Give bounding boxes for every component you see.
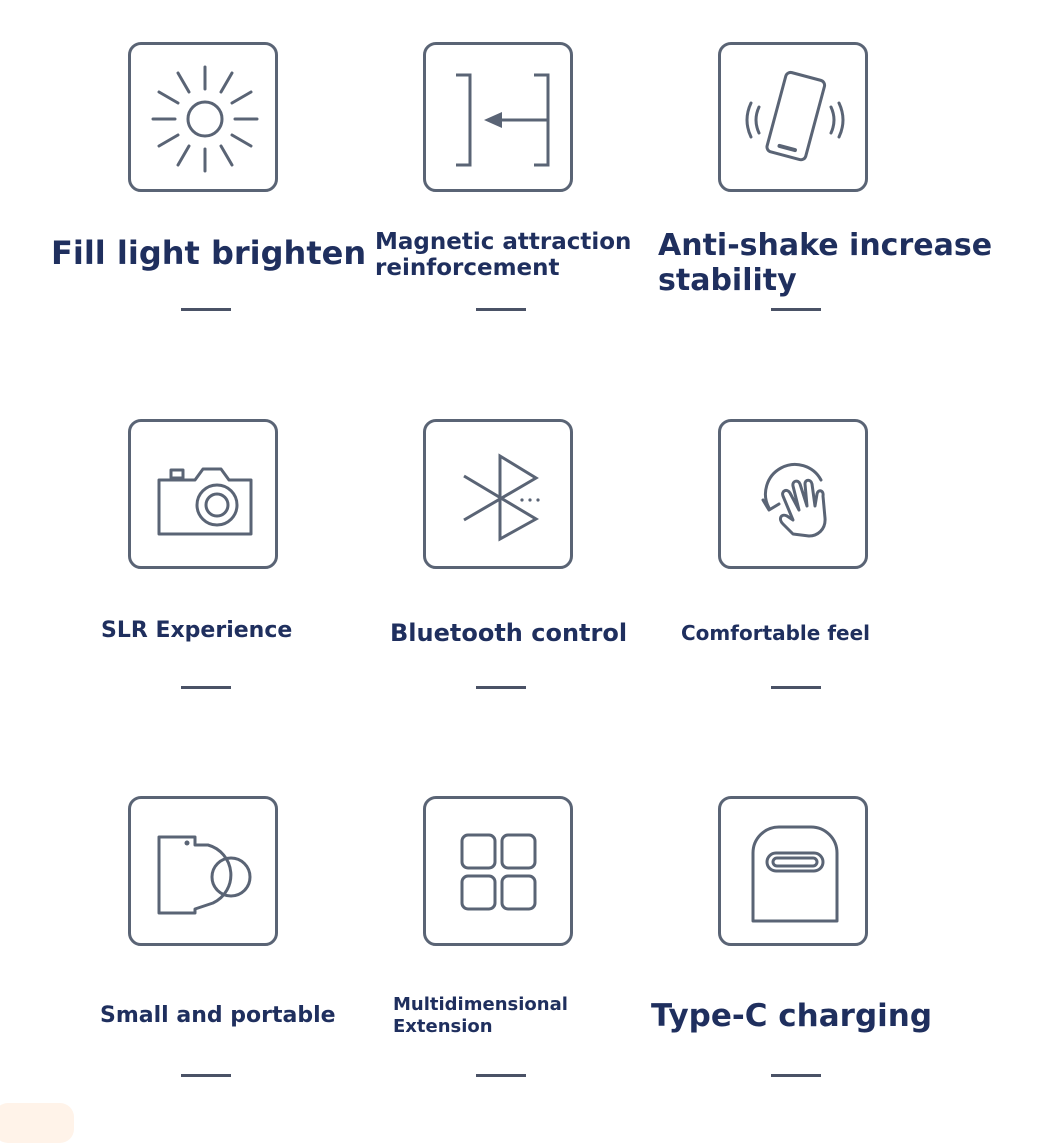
divider: [476, 1074, 526, 1077]
feature-label: Multidimensional Extension: [393, 994, 568, 1037]
feature-slr: [51, 377, 351, 677]
feature-label: Magnetic attraction reinforcement: [375, 229, 632, 281]
feature-label: Bluetooth control: [390, 619, 628, 647]
feature-label: Small and portable: [100, 1003, 336, 1028]
phone-vibrate-icon: [718, 42, 868, 192]
divider: [476, 686, 526, 689]
magnetic-attraction-icon: [423, 42, 573, 192]
divider: [771, 308, 821, 311]
feature-fill-light: [51, 0, 367, 300]
feature-anti-shake: [641, 0, 993, 300]
sun-icon: [128, 42, 278, 192]
feature-type-c: [641, 754, 941, 1054]
feature-comfortable: [641, 377, 941, 677]
divider: [181, 1074, 231, 1077]
feature-label: Anti-shake increase stability: [658, 228, 993, 299]
compact-device-icon: [128, 796, 278, 946]
corner-decoration: [0, 1103, 74, 1143]
feature-label: Type-C charging: [651, 998, 933, 1034]
divider: [476, 308, 526, 311]
feature-label: SLR Experience: [101, 618, 293, 643]
usb-c-port-icon: [718, 796, 868, 946]
divider: [181, 686, 231, 689]
hand-gesture-icon: [718, 419, 868, 569]
feature-magnetic: [346, 0, 646, 300]
divider: [771, 1074, 821, 1077]
divider: [181, 308, 231, 311]
feature-extension: [346, 754, 646, 1054]
feature-portable: [51, 754, 351, 1054]
bluetooth-icon: [423, 419, 573, 569]
feature-label: Fill light brighten: [51, 234, 367, 272]
divider: [771, 686, 821, 689]
camera-icon: [128, 419, 278, 569]
grid-icon: [423, 796, 573, 946]
feature-bluetooth: [346, 377, 646, 677]
feature-label: Comfortable feel: [681, 621, 871, 645]
